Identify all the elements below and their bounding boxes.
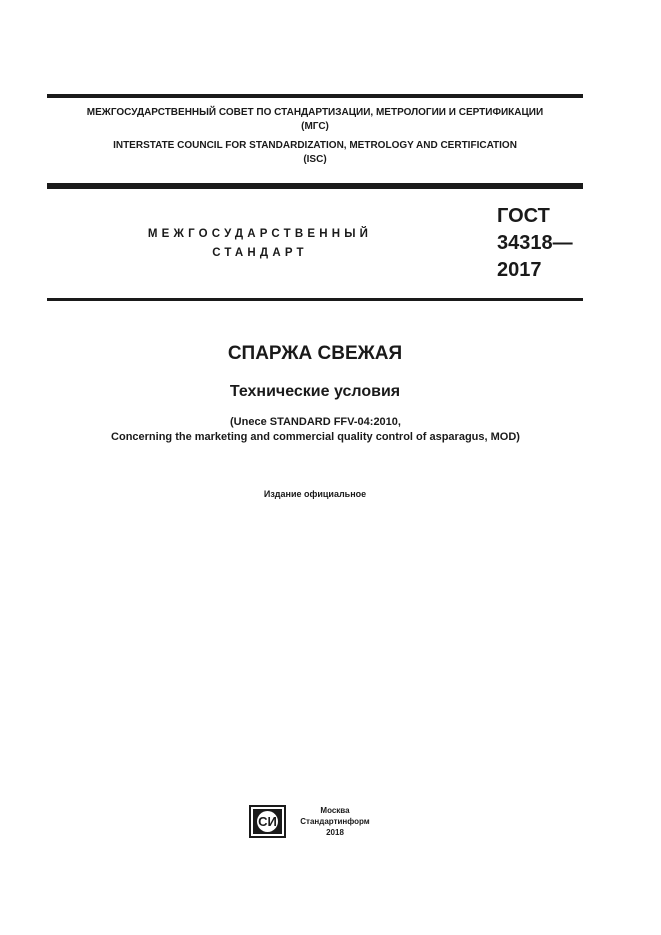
edition-note: Издание официальное [263, 489, 367, 499]
top-rule [47, 94, 583, 98]
reference-line2: Concerning the marketing and commercial quality control of asparagus, MOD) [111, 431, 520, 443]
publisher-year: 2018 [326, 828, 344, 837]
document-subtitle: Технические условия [229, 383, 401, 400]
council-abbr-ru: (МГС) [301, 121, 329, 132]
bottom-rule [47, 298, 583, 301]
council-header [47, 106, 583, 167]
logo-lettering: СИ [258, 814, 277, 829]
council-name-en: INTERSTATE COUNCIL FOR STANDARDIZATION, METROLOGY AND CERTIFICATION [113, 140, 517, 151]
publisher-name: Стандартинформ [300, 817, 370, 826]
reference-line1: (Unece STANDARD FFV-04:2010, [230, 416, 401, 428]
council-name-ru: МЕЖГОСУДАРСТВЕННЫЙ СОВЕТ ПО СТАНДАРТИЗАЦИИ, МЕТРОЛОГИИ И СЕРТИФИКАЦИИ [86, 107, 544, 118]
designation-year: 2017 [497, 259, 542, 281]
council-abbr-en: (ISC) [303, 154, 327, 165]
standard-kind [110, 225, 410, 263]
publisher-city: Москва [320, 806, 350, 815]
standard-kind-line2: СТАНДАРТ [212, 247, 308, 259]
document-title: СПАРЖА СВЕЖАЯ [227, 343, 403, 364]
designation-number: 34318— [497, 232, 573, 254]
standard-kind-line1: МЕЖГОСУДАРСТВЕННЫЙ [147, 228, 373, 240]
designation-prefix: ГОСТ [497, 205, 550, 227]
standard-designation [497, 203, 573, 284]
standard-reference [40, 415, 591, 445]
middle-rule [47, 183, 583, 189]
publisher-imprint [296, 805, 374, 838]
standartinform-logo-icon [249, 805, 286, 838]
